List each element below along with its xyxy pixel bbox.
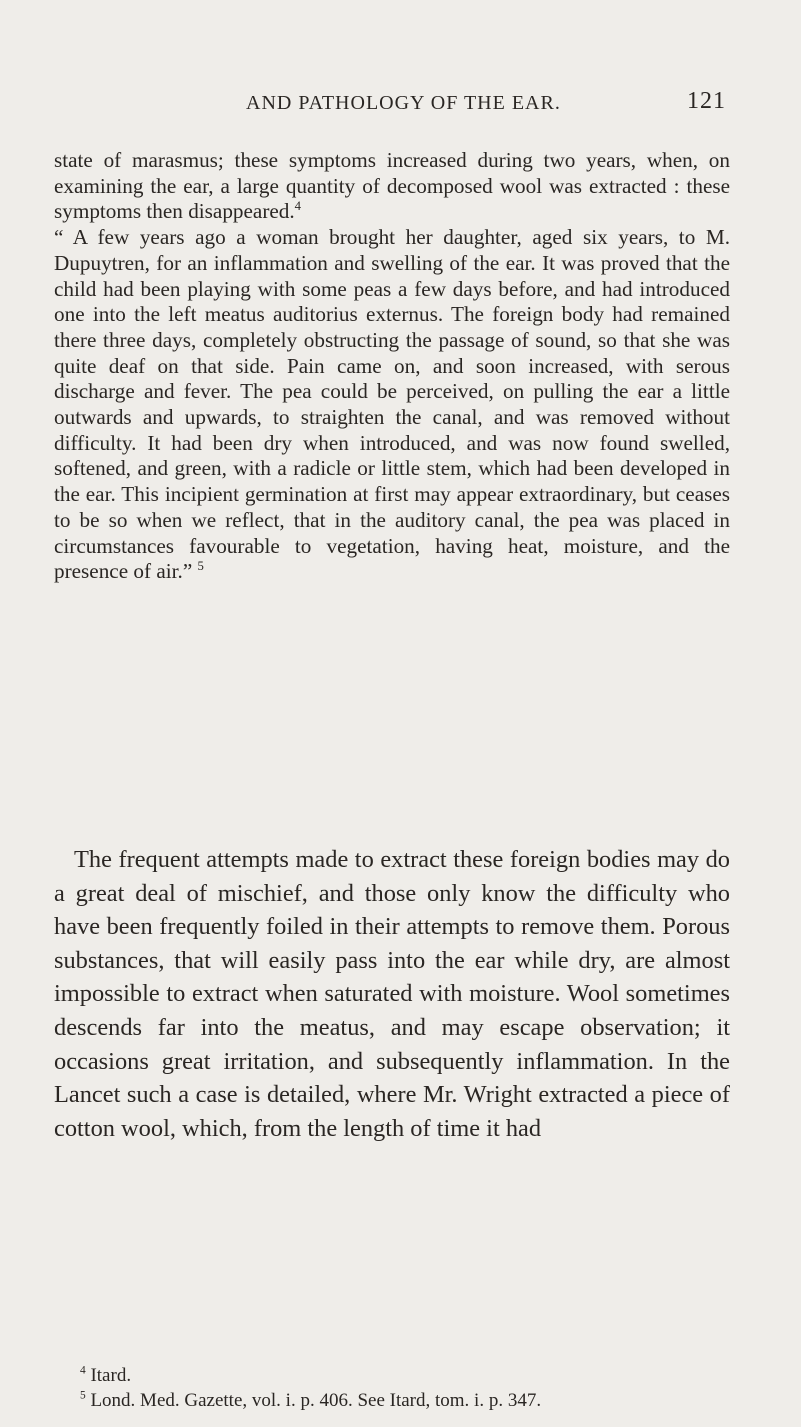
quote-paragraph-2-text: “ A few years ago a woman brought her daughter, aged six years, to M. Dupuytren, for an inflammation and swelling of the ear. It was proved that the child had been playing with some peas a few days before, and had introduced one into the left meatus auditorius externus. The foreign body had remained there three days, completely obstructing the passage of sound, so that she was quite deaf on that side. Pain came on, and soon increased, with serous discharge and fever. The pea could be perceived, on pulling the ear a little outwards and upwards, to straighten the canal, and was removed without difficulty. It had been dry when introduced, and was now found swelled, softened, and green, with a radicle or little stem, which had been developed in the ear. This incipient germination at first may appear extraordinary, but ceases to be so when we reflect, that in the auditory canal, the pea was placed in circumstances favourable to vegetation, having heat, moisture, and the presence of air.” — [54, 225, 730, 584]
page-number: 121 — [687, 88, 726, 114]
footnote-marker: 5 — [80, 1389, 86, 1402]
main-text — [54, 843, 730, 1145]
quote-paragraph-1-text: state of marasmus; these symptoms increased during two years, when, on examining the ear, a large quantity of decomposed wool was extracted : these symptoms then disappeared. — [54, 148, 730, 224]
footnote-marker: 4 — [80, 1364, 86, 1377]
footnote-text: Lond. Med. Gazette, vol. i. p. 406. See Itard, tom. i. p. 347. — [90, 1390, 542, 1411]
footnotes — [80, 1363, 740, 1413]
footnote-ref-4: 4 — [294, 199, 302, 214]
footnote-text: Itard. — [90, 1365, 132, 1386]
quoted-passage — [54, 148, 730, 585]
footnote-ref-5: 5 — [197, 559, 204, 574]
footnote-4 — [80, 1363, 740, 1388]
footnote-5 — [80, 1388, 740, 1413]
quote-paragraph-2 — [54, 225, 730, 585]
running-head — [246, 88, 726, 124]
quote-paragraph-1 — [54, 148, 730, 225]
body-paragraph: The frequent attempts made to extract these foreign bodies may do a great deal of mischief, and those only know the difficulty who have been frequently foiled in their attempts to remove them. Porous substances, that will easily pass into the ear while dry, are almost impossible to extract when saturated with moisture. Wool sometimes descends far into the meatus, and may escape observation; it occasions great irritation, and subsequently inflammation. In the Lancet such a case is detailed, where Mr. Wright extracted a piece of cotton wool, which, from the length of time it had — [54, 846, 730, 1142]
running-title: AND PATHOLOGY OF THE EAR. — [246, 92, 561, 114]
